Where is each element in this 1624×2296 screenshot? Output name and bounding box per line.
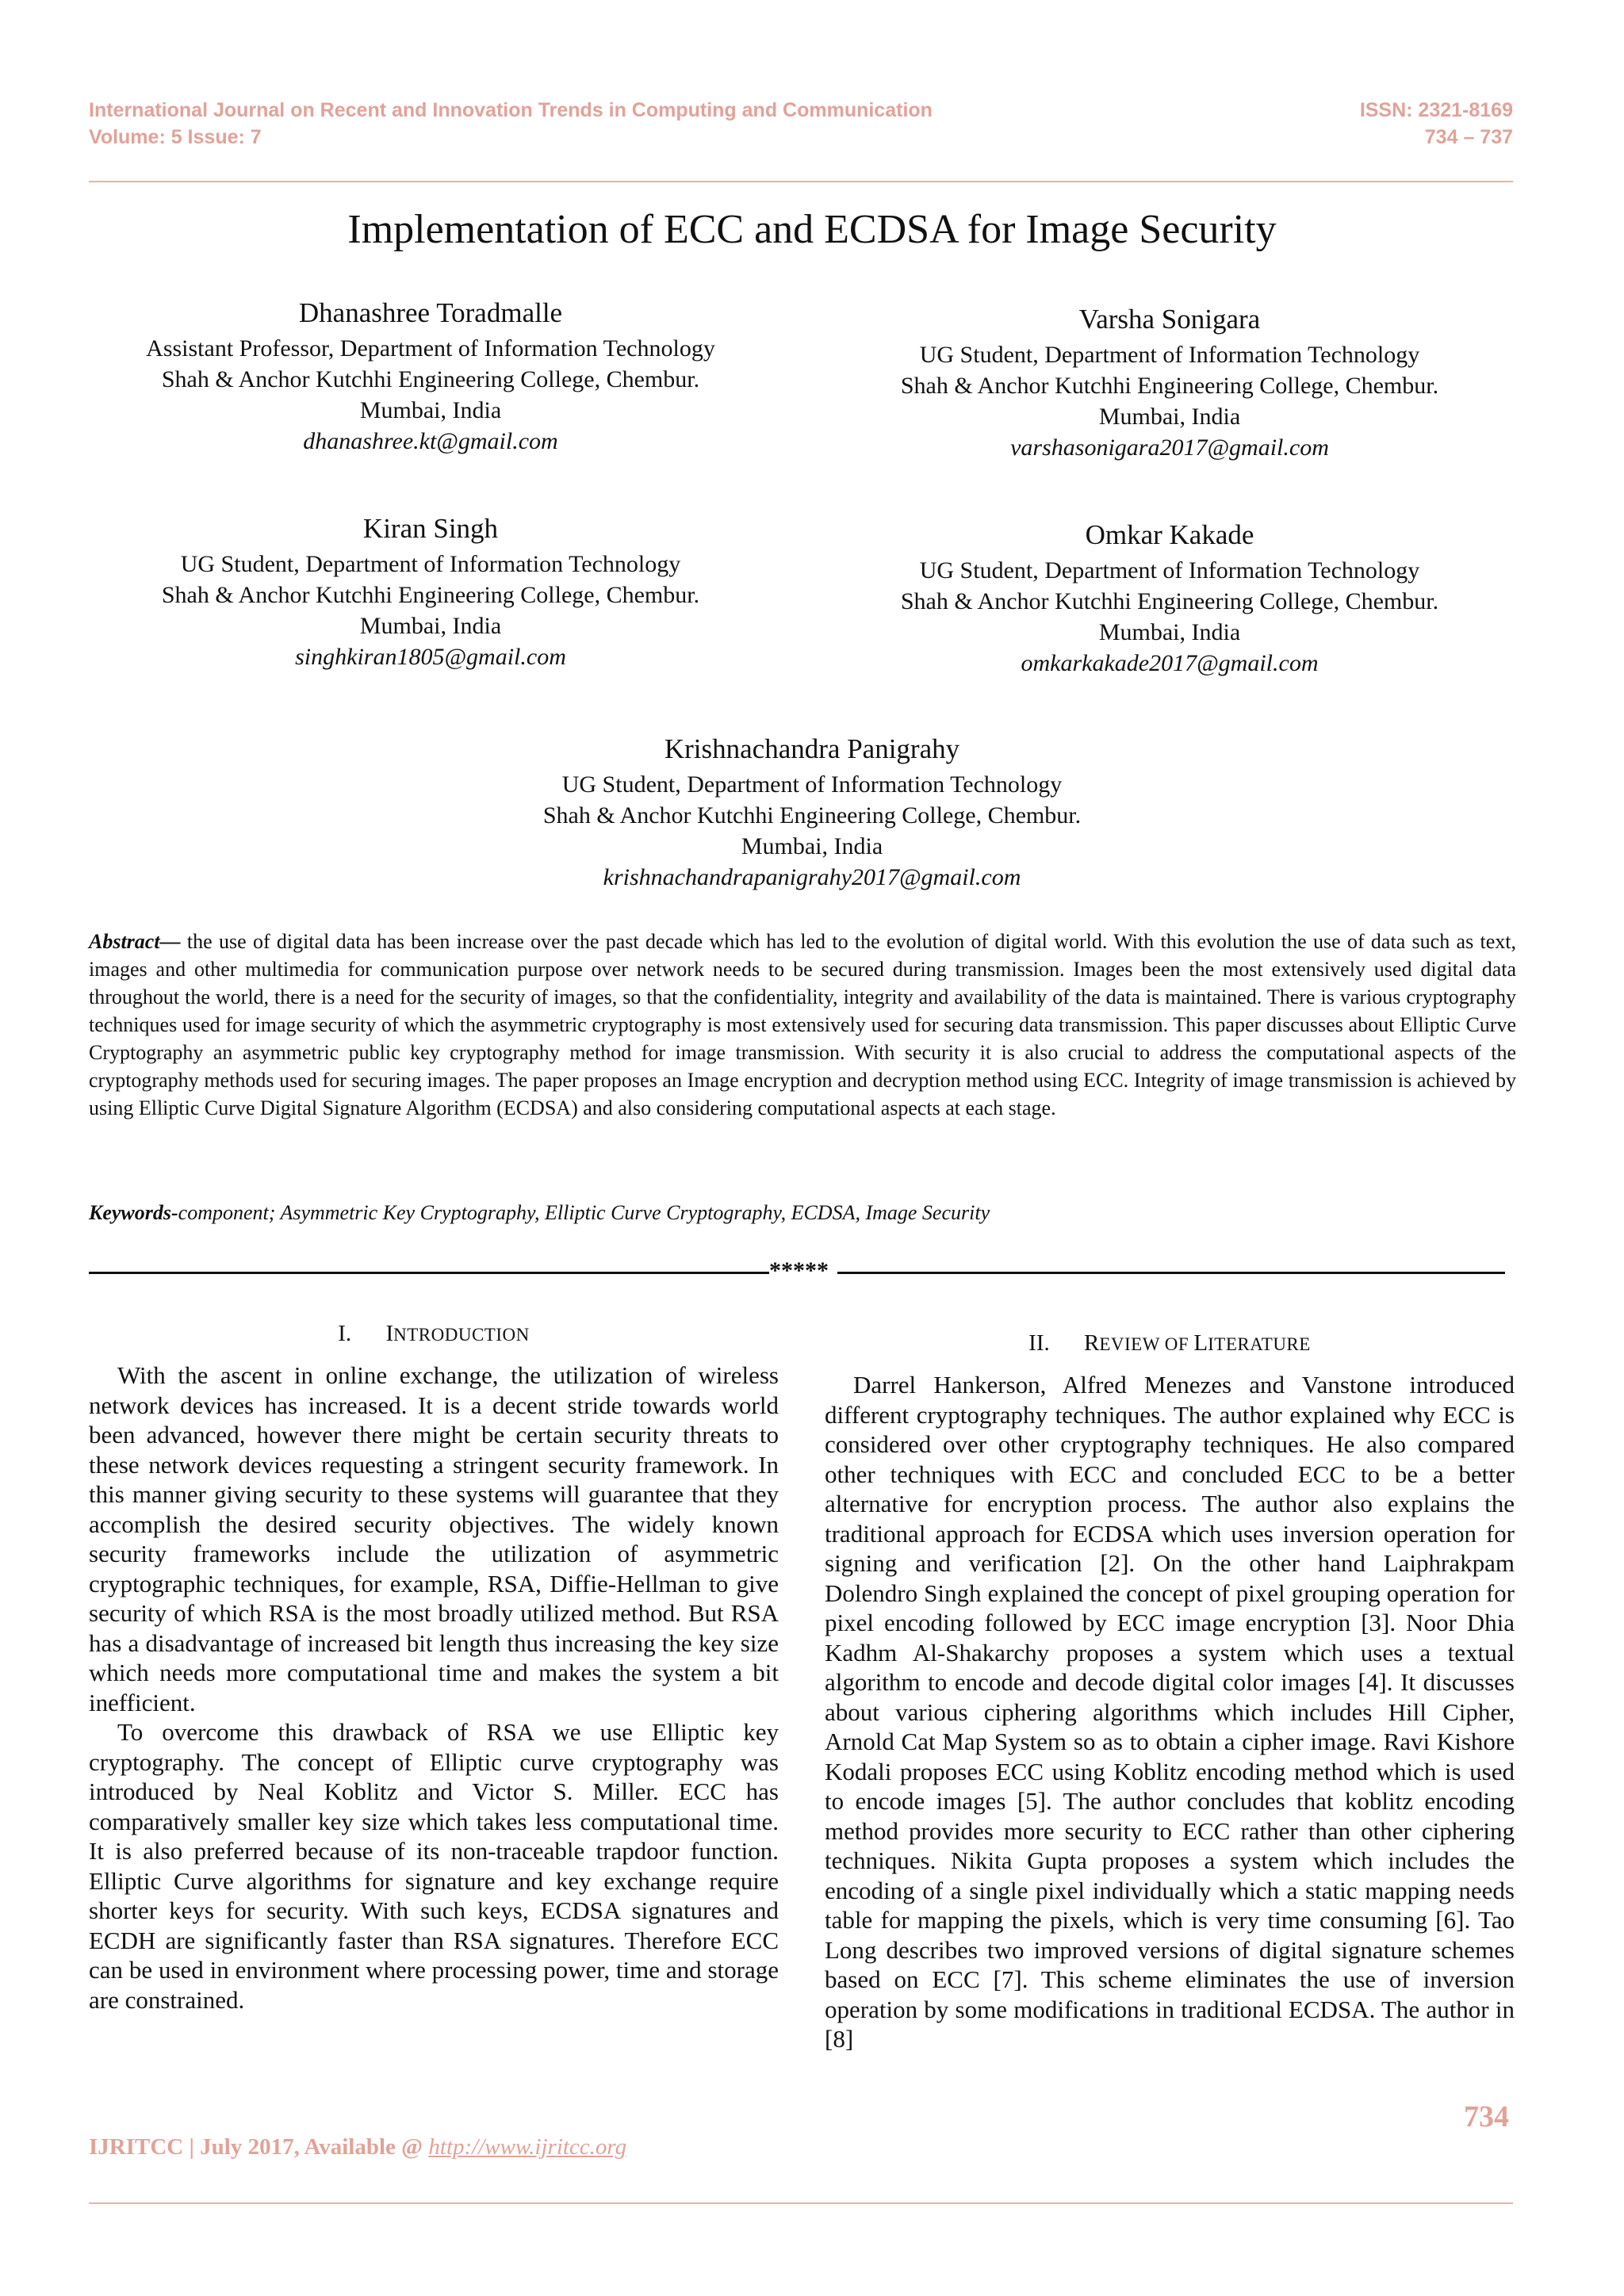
section-title-rest: NTRODUCTION [393, 1325, 530, 1345]
section-title-initial: R [1083, 1330, 1100, 1356]
author-college: Shah & Anchor Kutchhi Engineering College, Chembur. [161, 366, 700, 392]
footer [89, 2134, 626, 2160]
author-college: Shah & Anchor Kutchhi Engineering College, Chembur. [900, 373, 1439, 399]
literature-review-column [825, 1370, 1515, 2054]
author-email: varshasonigara2017@gmail.com [1010, 434, 1329, 461]
journal-header [89, 97, 1513, 151]
author-name: Omkar Kakade [1085, 519, 1254, 550]
footer-link[interactable]: http://www.ijritcc.org [428, 2134, 627, 2160]
author-college: Shah & Anchor Kutchhi Engineering College, Chembur. [542, 802, 1082, 828]
author-city: Mumbai, India [1098, 404, 1241, 430]
section-heading-review [825, 1329, 1515, 1359]
separator-line-right [837, 1272, 1505, 1274]
author-role: UG Student, Department of Information Technology [561, 771, 1063, 798]
author-city: Mumbai, India [741, 833, 883, 859]
section-heading-introduction [89, 1319, 779, 1349]
section-number: I. [338, 1321, 352, 1346]
footer-text: IJRITCC | July 2017, Available @ [89, 2134, 429, 2160]
separator-stars: ***** [769, 1257, 829, 1284]
author-block [89, 511, 772, 672]
abstract-text: the use of digital data has been increase over the past decade which has led to the evolution of digital world. With this evolution the use of data such as text, images and other multimedia for communication purpose over network needs to be secured during transmission. Images been the most extensively used digital data throughout the world, there is a need for the security of images, so that the confidentiality, integrity and availability of the data is maintained. There is various cryptography techniques used for image security of which the asymmetric cryptography is most extensively used for securing data transmission. This paper discusses about Elliptic Curve Cryptography an asymmetric public key cryptography method for image transmission. With security it is also crucial to address the computational aspects of the cryptography methods used for securing images. The paper proposes an Image encryption and decryption method using ECC. Integrity of image transmission is achieved by using Elliptic Curve Digital Signature Algorithm (ECDSA) and also considering computational aspects at each stage. [89, 930, 1516, 1119]
paragraph: To overcome this drawback of RSA we use Elliptic key cryptography. The concept of Elliptic curve cryptography was introduced by Neal Koblitz and Victor S. Miller. ECC has comparatively smaller key size which takes less computational time. It is also preferred because of its non-traceable trapdoor function. Elliptic Curve algorithms for signature and key exchange require shorter keys for security. With such keys, ECDSA signatures and ECDH are significantly faster than RSA signatures. Therefore ECC can be used in environment where processing power, time and storage are constrained. [89, 1718, 779, 2014]
section-title-rest: EVIEW OF [1099, 1334, 1194, 1354]
author-college: Shah & Anchor Kutchhi Engineering College, Chembur. [161, 582, 700, 608]
author-email: dhanashree.kt@gmail.com [303, 428, 558, 454]
introduction-column [89, 1360, 779, 2015]
author-block [825, 301, 1515, 463]
author-role: UG Student, Department of Information Technology [180, 551, 681, 577]
header-rule [89, 181, 1513, 182]
author-city: Mumbai, India [359, 613, 502, 639]
keywords-label: Keywords- [89, 1201, 178, 1224]
volume-issue: Volume: 5 Issue: 7 [89, 126, 262, 148]
author-email: omkarkakade2017@gmail.com [1021, 650, 1319, 676]
abstract-label: Abstract— [89, 930, 181, 953]
author-college: Shah & Anchor Kutchhi Engineering College, Chembur. [900, 588, 1439, 614]
author-role: UG Student, Department of Information Technology [919, 342, 1420, 368]
section-title-rest: ITERATURE [1208, 1334, 1311, 1354]
author-block [825, 517, 1515, 679]
author-email: krishnachandrapanigrahy2017@gmail.com [603, 864, 1021, 890]
separator-line-left [89, 1272, 769, 1274]
section-title-initial: I [385, 1321, 394, 1346]
author-name: Dhanashree Toradmalle [298, 297, 563, 328]
section-title-initial: L [1193, 1330, 1208, 1356]
keywords [89, 1199, 1516, 1226]
author-block [89, 295, 772, 457]
footer-rule [89, 2202, 1513, 2204]
paragraph: Darrel Hankerson, Alfred Menezes and Vanstone introduced different cryptography techniques. The author explained why ECC is considered over other cryptography techniques. He also compared other techniques with ECC and concluded ECC to be a better alternative for encryption process. The author also explains the traditional approach for ECDSA which uses inversion operation for signing and verification [2]. On the other hand Laiphrakpam Dolendro Singh explained the concept of pixel grouping operation for pixel encoding followed by ECC image encryption [3]. Noor Dhia Kadhm Al-Shakarchy proposes a system which uses a textual algorithm to encode and decode digital color images [4]. It discusses about various ciphering algorithms which includes Hill Cipher, Arnold Cat Map System so as to obtain a cipher image. Ravi Kishore Kodali proposes ECC using Koblitz encoding method which is used to encode images [5]. The author concludes that koblitz encoding method provides more security to ECC rather than other ciphering techniques. Nikita Gupta proposes a system which includes the encoding of a single pixel individually which a static mapping needs table for mapping the pixels, which is very time consuming [6]. Tao Long describes two improved versions of digital signature schemes based on ECC [7]. This scheme eliminates the use of inversion operation by some modifications in traditional ECDSA. The author in [8] [825, 1371, 1515, 2053]
author-name: Varsha Sonigara [1078, 304, 1261, 335]
issn: ISSN: 2321-8169 [1359, 99, 1513, 121]
abstract [89, 928, 1516, 1122]
author-block [336, 731, 1288, 893]
author-city: Mumbai, India [359, 397, 502, 423]
paper-title: Implementation of ECC and ECDSA for Image Security [347, 207, 1277, 252]
author-name: Kiran Singh [362, 513, 499, 544]
paragraph: With the ascent in online exchange, the utilization of wireless network devices has increased. It is a decent stride towards world been advanced, however there might be certain security threats to these network devices requesting a stringent security framework. In this manner giving security to these systems will guarantee that they accomplish the desired security objectives. The widely known security frameworks include the utilization of asymmetric cryptographic techniques, for example, RSA, Diffie-Hellman to give security of which RSA is the most broadly utilized method. But RSA has a disadvantage of increased bit length thus increasing the key size which needs more computational time and makes the system a bit inefficient. [89, 1361, 779, 1716]
page-range: 734 – 737 [1424, 126, 1513, 148]
author-email: singhkiran1805@gmail.com [295, 644, 566, 670]
author-role: UG Student, Department of Information Technology [919, 557, 1420, 584]
page-number: 734 [1464, 2100, 1509, 2133]
section-number: II. [1028, 1330, 1050, 1356]
author-role: Assistant Professor, Department of Information Technology [146, 335, 715, 362]
author-name: Krishnachandra Panigrahy [664, 733, 960, 764]
author-city: Mumbai, India [1098, 619, 1241, 645]
keywords-text: component; Asymmetric Key Cryptography, Elliptic Curve Cryptography, ECDSA, Image Security [178, 1201, 990, 1224]
journal-name: International Journal on Recent and Innovation Trends in Computing and Communication [89, 99, 933, 121]
